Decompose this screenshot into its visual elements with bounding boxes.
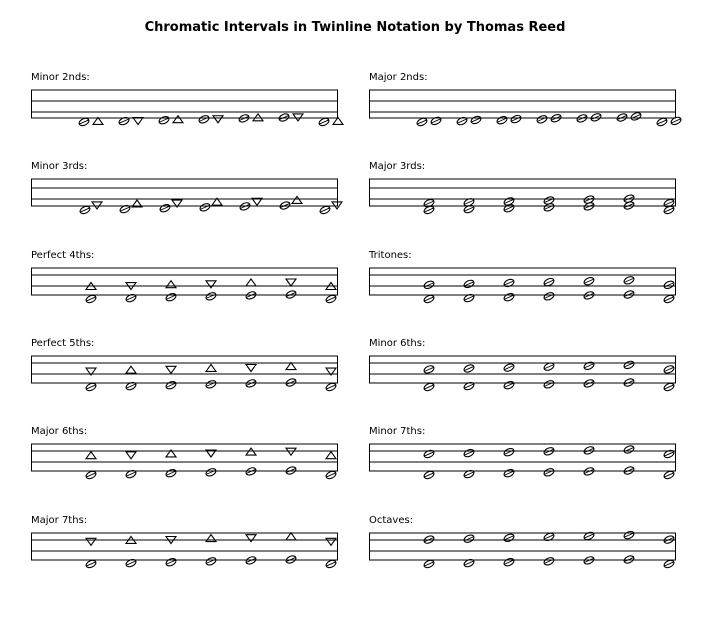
- high-note-oval: [543, 446, 555, 456]
- high-note-triangle-up: [206, 535, 216, 542]
- high-note-oval: [423, 364, 435, 374]
- low-note-oval: [623, 289, 635, 299]
- high-note-oval: [503, 278, 515, 288]
- panel-label: Perfect 5ths:: [31, 338, 95, 349]
- twinline-staff: [31, 177, 338, 237]
- low-note-oval: [205, 291, 217, 301]
- high-note-triangle-down: [213, 116, 223, 123]
- high-note-oval: [503, 447, 515, 457]
- low-note-oval: [159, 203, 171, 213]
- twinline-staff: [369, 177, 676, 237]
- low-note-oval: [576, 113, 588, 123]
- high-note-oval: [463, 448, 475, 458]
- high-note-oval: [583, 276, 595, 286]
- twinline-staff: [31, 442, 338, 502]
- low-note-oval: [199, 202, 211, 212]
- twinline-staff: [31, 531, 338, 591]
- low-note-oval: [583, 290, 595, 300]
- high-note-triangle-down: [286, 448, 296, 455]
- low-note-oval: [503, 557, 515, 567]
- low-note-oval: [205, 467, 217, 477]
- low-note-oval: [205, 556, 217, 566]
- high-note-oval: [630, 111, 642, 121]
- high-note-oval: [430, 116, 442, 126]
- high-note-oval: [470, 115, 482, 125]
- high-note-oval: [590, 112, 602, 122]
- high-note-oval: [510, 114, 522, 124]
- high-note-triangle-down: [293, 114, 303, 121]
- twinline-staff: [369, 266, 676, 326]
- twinline-staff: [31, 266, 338, 326]
- low-note-oval: [165, 468, 177, 478]
- low-note-oval: [503, 380, 515, 390]
- high-note-triangle-up: [166, 281, 176, 288]
- interval-notes: [85, 448, 337, 480]
- low-note-oval: [245, 466, 257, 476]
- panel-label: Minor 2nds:: [31, 72, 90, 83]
- panel-label: Tritones:: [369, 250, 412, 261]
- low-note-oval: [278, 112, 290, 122]
- high-note-oval: [623, 530, 635, 540]
- high-note-triangle-down: [326, 538, 336, 545]
- high-note-triangle-up: [86, 452, 96, 459]
- panel-label: Minor 3rds:: [31, 161, 88, 172]
- low-note-oval: [543, 291, 555, 301]
- high-note-triangle-down: [126, 452, 136, 459]
- low-note-oval: [536, 114, 548, 124]
- low-note-oval: [285, 465, 297, 475]
- high-note-oval: [503, 533, 515, 543]
- interval-notes: [85, 363, 337, 392]
- low-note-oval: [623, 377, 635, 387]
- panel-label: Major 3rds:: [369, 161, 426, 172]
- interval-notes: [78, 112, 343, 127]
- page-title: Chromatic Intervals in Twinline Notation by Thomas Reed: [144, 20, 566, 35]
- high-note-triangle-up: [246, 448, 256, 455]
- high-note-oval: [663, 280, 675, 290]
- high-note-triangle-down: [86, 538, 96, 545]
- high-note-triangle-up: [173, 116, 183, 123]
- low-note-oval: [245, 378, 257, 388]
- twinline-staff: [31, 354, 338, 414]
- low-note-oval: [623, 554, 635, 564]
- high-note-oval: [463, 279, 475, 289]
- high-note-triangle-down: [133, 118, 143, 125]
- low-note-oval: [543, 556, 555, 566]
- interval-notes: [423, 530, 675, 569]
- low-note-oval: [245, 555, 257, 565]
- panel-label: Minor 7ths:: [369, 426, 426, 437]
- high-note-triangle-up: [126, 366, 136, 373]
- high-note-oval: [623, 444, 635, 454]
- low-note-oval: [623, 465, 635, 475]
- twinline-staff: [369, 442, 676, 502]
- panel-label: Octaves:: [369, 515, 414, 526]
- panel-label: Major 7ths:: [31, 515, 88, 526]
- high-note-triangle-down: [246, 535, 256, 542]
- high-note-triangle-up: [286, 363, 296, 370]
- high-note-oval: [503, 363, 515, 373]
- high-note-oval: [423, 449, 435, 459]
- high-note-oval: [663, 364, 675, 374]
- low-note-oval: [503, 292, 515, 302]
- high-note-triangle-up: [206, 364, 216, 371]
- interval-notes: [423, 194, 675, 215]
- interval-notes: [423, 360, 675, 392]
- high-note-oval: [663, 535, 675, 545]
- twinline-staff: [369, 531, 676, 591]
- high-note-oval: [423, 535, 435, 545]
- twinline-staff: [31, 88, 338, 148]
- high-note-triangle-up: [246, 279, 256, 286]
- high-note-triangle-down: [92, 202, 102, 209]
- low-note-oval: [165, 380, 177, 390]
- panel-label: Major 2nds:: [369, 72, 428, 83]
- low-note-oval: [583, 466, 595, 476]
- high-note-triangle-down: [246, 365, 256, 372]
- interval-notes: [85, 279, 337, 304]
- low-note-oval: [616, 112, 628, 122]
- twinline-staff: [369, 88, 676, 148]
- low-note-oval: [158, 115, 170, 125]
- high-note-oval: [663, 449, 675, 459]
- low-note-oval: [165, 292, 177, 302]
- high-note-triangle-down: [286, 279, 296, 286]
- low-note-oval: [165, 557, 177, 567]
- interval-notes: [416, 111, 682, 127]
- low-note-oval: [583, 378, 595, 388]
- high-note-triangle-up: [286, 533, 296, 540]
- low-note-oval: [543, 379, 555, 389]
- low-note-oval: [198, 114, 210, 124]
- high-note-triangle-down: [206, 281, 216, 288]
- low-note-oval: [503, 468, 515, 478]
- high-note-oval: [463, 363, 475, 373]
- high-note-triangle-down: [166, 366, 176, 373]
- panel-label: Perfect 4ths:: [31, 250, 95, 261]
- low-note-oval: [496, 115, 508, 125]
- interval-notes: [423, 275, 675, 304]
- high-note-oval: [583, 445, 595, 455]
- high-note-oval: [583, 361, 595, 371]
- low-note-oval: [583, 555, 595, 565]
- low-note-oval: [205, 379, 217, 389]
- low-note-oval: [285, 377, 297, 387]
- twinline-staff: [369, 354, 676, 414]
- low-note-oval: [543, 467, 555, 477]
- low-note-oval: [239, 201, 251, 211]
- high-note-oval: [463, 534, 475, 544]
- low-note-oval: [285, 289, 297, 299]
- high-note-triangle-up: [292, 196, 302, 203]
- low-note-oval: [279, 200, 291, 210]
- low-note-oval: [285, 554, 297, 564]
- low-note-oval: [238, 113, 250, 123]
- high-note-oval: [423, 280, 435, 290]
- panel-label: Major 6ths:: [31, 426, 88, 437]
- high-note-oval: [623, 360, 635, 370]
- panel-label: Minor 6ths:: [369, 338, 426, 349]
- high-note-oval: [670, 116, 682, 126]
- high-note-triangle-up: [253, 114, 263, 121]
- high-note-triangle-up: [326, 452, 336, 459]
- high-note-oval: [550, 113, 562, 123]
- high-note-oval: [623, 275, 635, 285]
- low-note-oval: [245, 290, 257, 300]
